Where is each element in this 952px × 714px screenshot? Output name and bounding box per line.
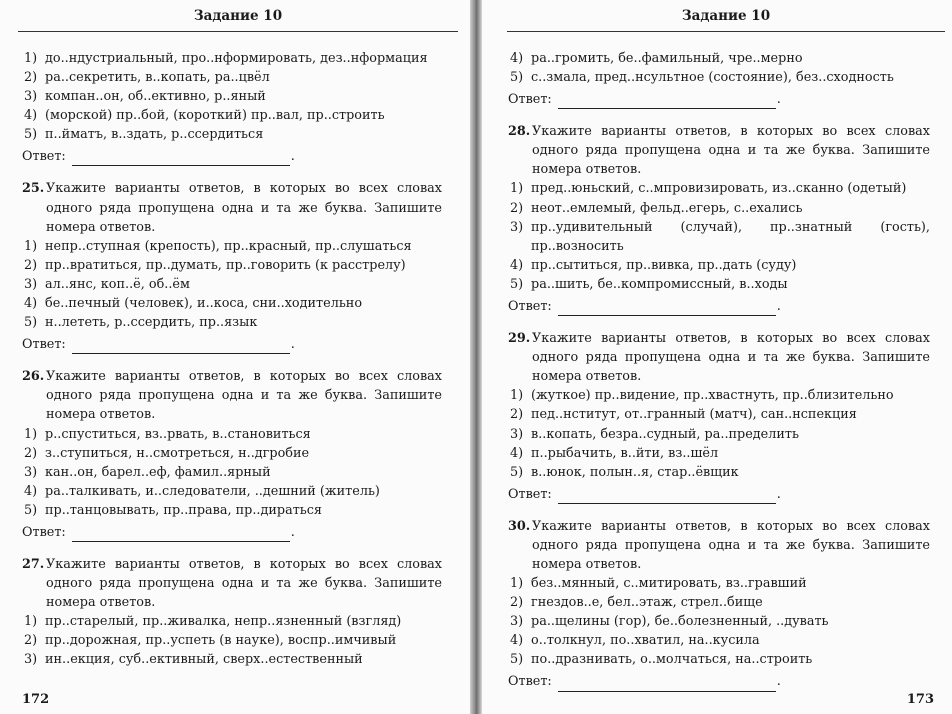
- answer-label: Ответ:: [22, 337, 66, 353]
- task-28: [508, 122, 930, 316]
- option-item: [22, 275, 442, 294]
- option-text: без..мянный, с..митировать, вз..гравший: [531, 576, 807, 592]
- option-number: 5): [510, 70, 524, 86]
- option-item: [22, 125, 442, 144]
- right-page: [482, 0, 952, 714]
- options-list: [508, 49, 930, 87]
- option-text: ра..щелины (гор), бе..болезненный, ..дувать: [531, 614, 829, 630]
- task-number: 27.: [22, 556, 45, 572]
- option-number: 1): [24, 51, 38, 66]
- answer-line[interactable]: [558, 302, 776, 316]
- option-item: [508, 425, 930, 444]
- option-number: 3): [24, 464, 38, 480]
- page-header: Задание 10: [507, 5, 945, 32]
- answer-line[interactable]: [72, 528, 290, 542]
- option-text: о..толкнул, по..хватил, на..кусила: [531, 633, 760, 649]
- option-item: [508, 612, 930, 631]
- option-item: [22, 106, 442, 125]
- option-text: гнездов..е, бел..этаж, стрел..бище: [531, 595, 763, 611]
- option-item: [22, 294, 442, 313]
- page-number: 173: [906, 692, 934, 707]
- option-number: 5): [24, 502, 38, 518]
- answer-field[interactable]: Ответ: .: [508, 673, 930, 692]
- option-number: 5): [510, 652, 524, 668]
- task-26: [22, 367, 442, 542]
- answer-label: Ответ:: [508, 486, 552, 502]
- option-text: неот..емлемый, фельд..егерь, с..ехались: [531, 200, 803, 216]
- option-item: [508, 68, 930, 87]
- option-number: 2): [510, 595, 524, 611]
- option-number: 1): [510, 181, 524, 197]
- option-number: 1): [24, 426, 38, 442]
- option-item: [22, 425, 442, 444]
- option-item: [22, 68, 442, 87]
- option-number: 5): [24, 127, 38, 143]
- option-number: 5): [510, 464, 524, 480]
- task-question: Укажите варианты ответов, в которых во всех словах одного ряда пропущена одна и та же буква. Запишите номера ответов.: [46, 556, 442, 611]
- option-item: [22, 313, 442, 332]
- option-number: 2): [510, 200, 524, 216]
- task-number: 25.: [22, 181, 45, 197]
- answer-field[interactable]: Ответ: .: [508, 90, 930, 109]
- option-number: 2): [24, 633, 38, 649]
- option-number: 3): [510, 219, 524, 235]
- option-item: [22, 256, 442, 275]
- option-item: [508, 631, 930, 650]
- answer-line[interactable]: [558, 678, 776, 692]
- option-item: [508, 405, 930, 424]
- option-item: [508, 386, 930, 405]
- option-text: до..ндустриальный, про..нформировать, дез..нформация: [45, 51, 428, 66]
- answer-label: Ответ:: [508, 92, 552, 108]
- answer-field[interactable]: Ответ: .: [22, 335, 442, 354]
- answer-line[interactable]: [72, 152, 290, 166]
- option-item: [22, 444, 442, 463]
- answer-label: Ответ:: [508, 298, 552, 314]
- option-text: компан..он, об..ективно, р..яный: [45, 89, 266, 105]
- answer-line[interactable]: [558, 95, 776, 109]
- answer-line[interactable]: [558, 490, 776, 504]
- option-item: [22, 237, 442, 256]
- option-item: [22, 631, 442, 650]
- option-number: 4): [510, 51, 524, 66]
- option-text: с..змала, пред..нсультное (состояние), без..сходность: [531, 70, 894, 86]
- option-number: 4): [24, 108, 38, 124]
- task-number: 29.: [508, 331, 531, 347]
- option-text: з..ступиться, н..смотреться, н..дгробие: [45, 445, 310, 461]
- option-number: 4): [24, 296, 38, 312]
- option-text: кан..он, барел..еф, фамил..ярный: [45, 464, 271, 480]
- option-number: 1): [24, 614, 38, 630]
- option-text: пр..танцовывать, пр..права, пр..дираться: [45, 502, 322, 518]
- option-number: 3): [24, 276, 38, 292]
- option-item: [508, 199, 930, 218]
- page-number: 172: [22, 692, 50, 707]
- task-number: 30.: [508, 518, 531, 534]
- option-text: по..дразнивать, о..молчаться, на..строить: [531, 652, 813, 668]
- task-25: [22, 179, 442, 354]
- option-item: [22, 501, 442, 520]
- option-item: [508, 218, 930, 256]
- option-number: 1): [24, 238, 38, 254]
- option-item: [508, 275, 930, 294]
- option-text: ал..янс, коп..ё, об..ём: [45, 276, 190, 292]
- option-text: в..юнок, полын..я, стар..ёвщик: [531, 464, 739, 480]
- task-question: Укажите варианты ответов, в которых во всех словах одного ряда пропущена одна и та же буква. Запишите номера ответов.: [532, 331, 930, 385]
- option-item: [508, 256, 930, 275]
- option-text: ра..громить, бе..фамильный, чре..мерно: [531, 51, 803, 66]
- option-number: 5): [510, 276, 524, 292]
- option-item: [22, 650, 442, 669]
- option-number: 4): [510, 633, 524, 649]
- option-text: в..копать, безра..судный, ра..пределить: [531, 426, 799, 442]
- option-number: 2): [24, 257, 38, 273]
- option-text: пред..юньский, с..мпровизировать, из..сканно (одетый): [531, 181, 907, 197]
- option-number: 2): [24, 70, 38, 86]
- option-number: 3): [24, 89, 38, 105]
- option-number: 2): [24, 445, 38, 461]
- task-question: Укажите варианты ответов, в которых во всех словах одного ряда пропущена одна и та же буква. Запишите номера ответов.: [532, 124, 930, 178]
- option-item: [508, 650, 930, 669]
- task-27: [22, 555, 442, 670]
- task-29: [508, 329, 930, 504]
- option-text: пр..старелый, пр..живалка, непр..язненный (взгляд): [45, 614, 402, 630]
- option-number: 1): [510, 388, 524, 404]
- option-text: бе..печный (человек), и..коса, сни..ходительно: [45, 296, 363, 312]
- option-text: пед..нститут, от..гранный (матч), сан..нспекция: [531, 407, 857, 423]
- option-text: пр..дорожная, пр..успеть (в науке), воспр..имчивый: [45, 633, 397, 649]
- option-item: [22, 463, 442, 482]
- option-text: ра..секретить, в..копать, ра..цвёл: [45, 70, 270, 86]
- option-number: 4): [510, 257, 524, 273]
- option-number: 4): [510, 445, 524, 461]
- task-number: 28.: [508, 124, 531, 140]
- answer-label: Ответ:: [22, 524, 66, 540]
- option-text: (морской) пр..бой, (короткий) пр..вал, пр..строить: [45, 108, 385, 124]
- option-text: непр..ступная (крепость), пр..красный, пр..слушаться: [45, 238, 412, 254]
- task-number: 26.: [22, 369, 45, 385]
- option-number: 4): [24, 483, 38, 499]
- option-item: [508, 49, 930, 68]
- option-number: 1): [510, 576, 524, 592]
- page-content: [22, 49, 442, 670]
- task-30: [508, 517, 930, 692]
- option-number: 5): [24, 315, 38, 331]
- option-text: пр..вратиться, пр..думать, пр..говорить (к расстрелу): [45, 257, 406, 273]
- option-text: н..лететь, р..ссердить, пр..язык: [45, 315, 258, 331]
- answer-label: Ответ:: [508, 674, 552, 690]
- option-text: п..йматъ, в..здать, р..ссердиться: [45, 127, 264, 143]
- answer-field[interactable]: Ответ: .: [22, 147, 442, 166]
- option-number: 3): [24, 652, 38, 668]
- answer-field[interactable]: Ответ: .: [508, 485, 930, 504]
- answer-field[interactable]: Ответ: .: [508, 297, 930, 316]
- options-list: [22, 49, 442, 144]
- option-item: [508, 574, 930, 593]
- task-question: Укажите варианты ответов, в которых во всех словах одного ряда пропущена одна и та же буква. Запишите номера ответов.: [46, 181, 442, 235]
- page-content: [508, 49, 930, 692]
- option-item: [22, 49, 442, 68]
- option-item: [508, 179, 930, 198]
- answer-line[interactable]: [72, 340, 290, 354]
- option-number: 3): [510, 614, 524, 630]
- option-item: [22, 87, 442, 106]
- option-item: [508, 444, 930, 463]
- option-item: [508, 463, 930, 482]
- option-text: ин..екция, суб..ективный, сверх..естественный: [45, 652, 363, 668]
- option-text: ра..талкивать, и..следователи, ..дешний (житель): [45, 483, 380, 499]
- option-text: (жуткое) пр..видение, пр..хвастнуть, пр..близительно: [531, 388, 894, 404]
- answer-field[interactable]: Ответ: .: [22, 523, 442, 542]
- option-item: [22, 482, 442, 501]
- answer-label: Ответ:: [22, 149, 66, 165]
- option-text: п..рыбачить, в..йти, вз..шёл: [531, 445, 719, 461]
- task-question: Укажите варианты ответов, в которых во всех словах одного ряда пропущена одна и та же буква. Запишите номера ответов.: [46, 369, 442, 423]
- option-item: [508, 593, 930, 612]
- option-number: 3): [510, 426, 524, 442]
- option-item: [22, 612, 442, 631]
- left-page: [0, 0, 470, 714]
- book-spine: [470, 0, 482, 714]
- option-text: ра..шить, бе..компромиссный, в..ходы: [531, 276, 788, 292]
- option-text: р..спуститься, вз..рвать, в..становиться: [45, 426, 311, 442]
- option-text: пр..сытиться, пр..вивка, пр..дать (суду): [531, 257, 797, 273]
- option-number: 2): [510, 407, 524, 423]
- option-text: пр..удивительный (случай), пр..знатный (гость), пр..возносить: [531, 219, 930, 254]
- task-question: Укажите варианты ответов, в которых во всех словах одного ряда пропущена одна и та же буква. Запишите номера ответов.: [532, 518, 930, 572]
- page-header: Задание 10: [18, 5, 458, 32]
